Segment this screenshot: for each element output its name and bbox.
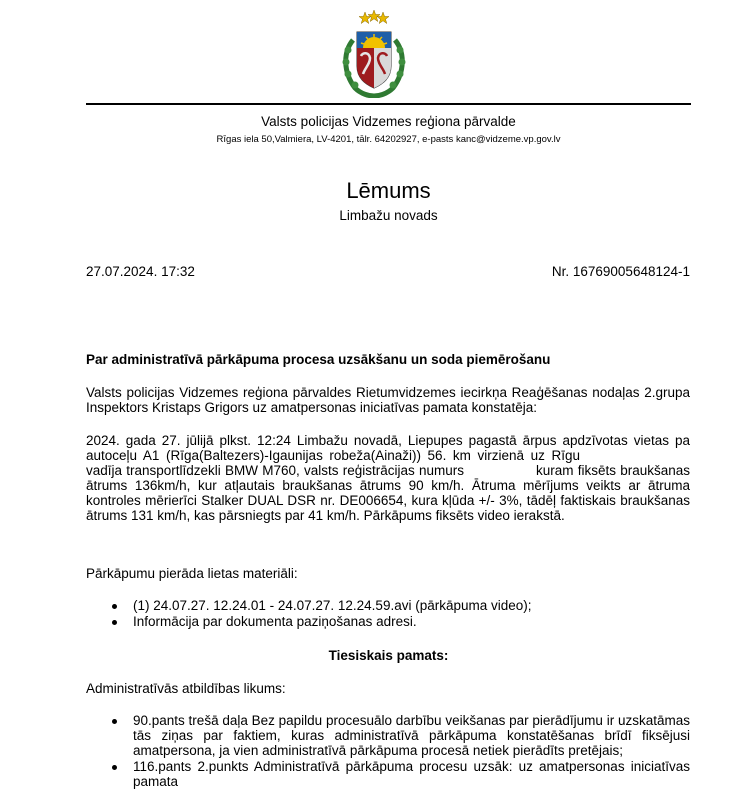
agency-name: Valsts policijas Vidzemes reģiona pārvalde <box>261 114 516 129</box>
law-name: Administratīvās atbildības likums: <box>86 681 286 696</box>
document-title: Lēmums <box>346 178 431 203</box>
document-date: 27.07.2024. 17:32 <box>86 264 195 279</box>
agency-address: Rīgas iela 50,Valmiera, LV-4201, tālr. 64202927, e-pasts kanc@vidzeme.vp.gov.lv <box>216 134 561 145</box>
incident-text-part3: kuram fiksēts braukšanas ātrums 136km/h, kur atļautais braukšanas ātrums 90 km/h. Ātruma mērījums veikts ar ātruma kontroles mērierīci Stalker DUAL DSR nr. DE006654, kura kļūda +/- 3%, tādēļ faktiskais braukšanas ātrums 131 km/h, kas pārsniegts par 41 km/h. Pārkāpums fiksēts video ierakstā. <box>86 463 690 523</box>
document-subtitle: Limbažu novads <box>339 208 438 223</box>
header-rule <box>86 103 691 105</box>
incident-paragraph <box>86 433 690 523</box>
evidence-item: Informācija par dokumenta paziņošanas adresi. <box>86 614 690 629</box>
evidence-list <box>86 598 690 630</box>
evidence-intro: Pārkāpumu pierāda lietas materiāli: <box>86 566 298 581</box>
latvia-coat-of-arms-icon <box>339 10 409 98</box>
legal-basis-heading: Tiesiskais pamats: <box>328 648 449 663</box>
law-article-item: 116.pants 2.punkts Administratīvā pārkāpuma procesu uzsāk: uz amatpersonas iniciatīvas pamata <box>86 759 690 789</box>
law-articles-list <box>86 713 690 790</box>
incident-text-part2: vadīja transportlīdzekli BMW M760, valsts reģistrācijas numurs <box>86 463 464 478</box>
law-article-item: 90.pants trešā daļa Bez papildu procesuālo darbību veikšanas par pierādījumu ir uzskatāmas tās ziņas par faktiem, kuras administratīvā pārkāpuma konstatēšanas brīdī fiksējusi amatpersona, ja vien administratīvā pārkāpuma procesā netiek pierādīts pretējais; <box>86 713 690 758</box>
intro-paragraph: Valsts policijas Vidzemes reģiona pārvaldes Rietumvidzemes iecirkņa Reaģēšanas nodaļas 2.grupa Inspektors Kristaps Grigors uz amatpersonas iniciatīvas pamata konstatēja: <box>86 385 690 415</box>
document-number: Nr. 16769005648124-1 <box>551 264 690 279</box>
decision-heading: Par administratīvā pārkāpuma procesa uzsākšanu un soda piemērošanu <box>86 352 551 367</box>
incident-text-part1: 2024. gada 27. jūlijā plkst. 12:24 Limbažu novadā, Liepupes pagastā ārpus apdzīvotas vietas pa autoceļu A1 (Rīga(Baltezers)-Igaunijas robeža(Ainaži)) 56. km virzienā uz Rīgu <box>86 433 690 463</box>
evidence-item: (1) 24.07.27. 12.24.01 - 24.07.27. 12.24.59.avi (pārkāpuma video); <box>86 598 690 613</box>
